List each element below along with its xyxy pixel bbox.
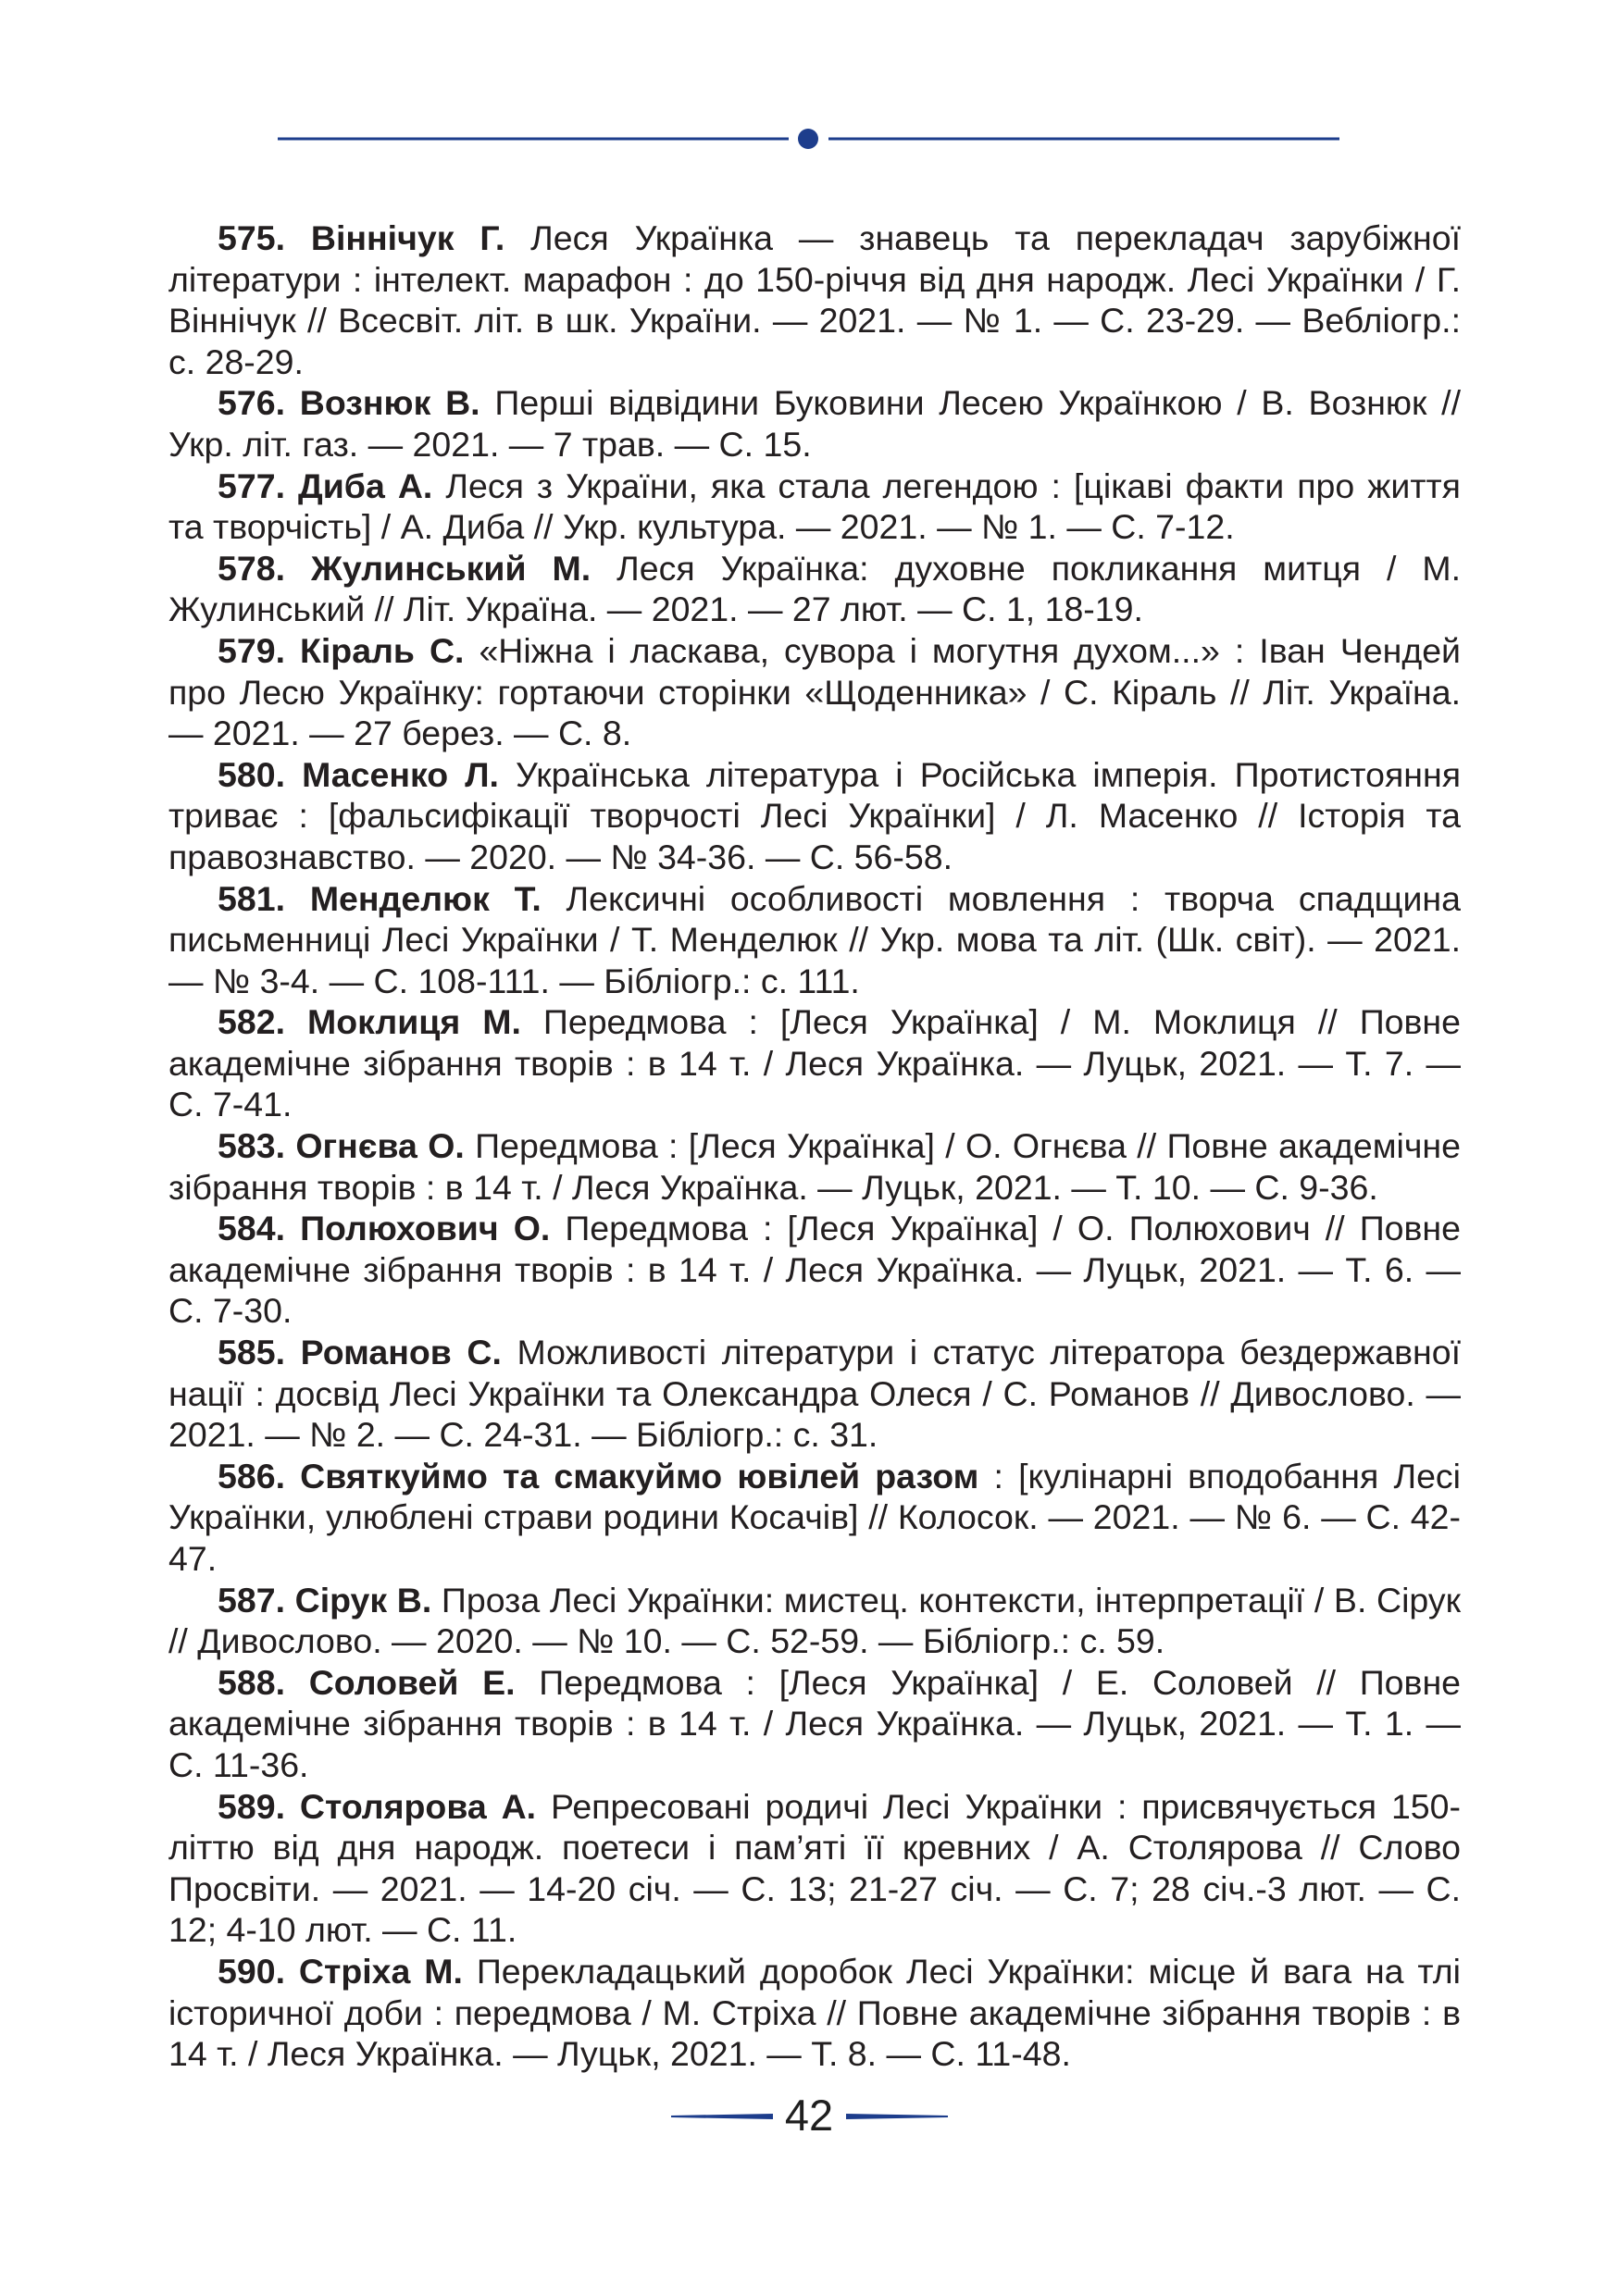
entry-author: Романов С. — [300, 1333, 502, 1372]
entry-number: 587. — [218, 1580, 285, 1620]
entry-author: Столярова А. — [299, 1786, 537, 1826]
entry-number: 579. — [218, 630, 285, 670]
entry-number: 588. — [218, 1662, 285, 1702]
bibliography-entry — [168, 878, 1461, 1002]
bibliography-entry — [168, 1332, 1461, 1456]
entry-number: 577. — [218, 465, 285, 505]
entry-number: 580. — [218, 754, 285, 794]
entry-text: Перекладацький доробок Лесі Українки: місце й вага на тлі історичної доби : передмова / М. Стріха // Повне академічне зібрання творів : в 14 т. / Леся Українка. — Луцьк, 2021. — Т. 8. — С. 11-48. — [168, 1951, 1462, 2074]
entry-author: Святкуймо та смакуймо ювілей разом — [300, 1456, 979, 1496]
entry-author: Віннічук Г. — [310, 218, 505, 257]
entry-author: Стріха М. — [298, 1951, 463, 1991]
entry-author: Менделюк Т. — [309, 878, 542, 918]
bibliography-entry — [168, 1001, 1461, 1125]
entry-author: Моклиця М. — [307, 1002, 521, 1042]
bibliography-entry — [168, 548, 1461, 630]
entry-text: : [кулінарні вподобання Лесі Українки, улюблені страви родини Косачів] // Колосок. — 2021. — № 6. — С. 42-47. — [168, 1456, 1462, 1578]
entry-text: Леся Українка — знавець та перекладач зарубіжної літератури : інтелект. марафон : до 150-річчя від дня народж. Лесі Українки / Г. Віннічук // Всесвіт. літ. в шк. України. — 2021. — № 1. — С. 23-29. — Вебліогр.: с. 28-29. — [168, 218, 1461, 381]
bibliography-entry — [168, 754, 1461, 878]
entry-text: Леся з України, яка стала легендою : [цікаві факти про життя та творчість] / А. Диба // Укр. культура. — 2021. — № 1. — С. 7-12. — [168, 465, 1461, 547]
entry-text: Передмова : [Леся Українка] / О. Огнєва // Повне академічне зібрання творів : в 14 т. / Леся Українка. — Луцьк, 2021. — Т. 10. — С. 9-36. — [168, 1126, 1461, 1207]
entry-text: Проза Лесі Українки: мистец. контексти, інтерпретації / В. Сірук // Дивослово. — 2020. — № 10. — С. 52-59. — Бібліогр.: с. 59. — [168, 1580, 1461, 1661]
entry-author: Диба А. — [298, 465, 433, 505]
entry-number: 590. — [218, 1951, 285, 1991]
bibliography-entry — [168, 1662, 1461, 1786]
entry-number: 576. — [218, 383, 285, 423]
entry-number: 585. — [218, 1333, 285, 1372]
entry-number: 578. — [218, 548, 285, 588]
page-number: 42 — [784, 2091, 834, 2140]
entry-text: «Ніжна і ласкава, сувора і могутня духом...» : Іван Чендей про Лесю Українку: гортаючи сторінки «Щоденника» / С. Кіраль // Літ. Україна. — 2021. — 27 берез. — С. 8. — [168, 630, 1462, 753]
bibliography-list — [168, 217, 1461, 2075]
entry-number: 586. — [218, 1456, 285, 1496]
entry-text: Українська література і Російська імперія. Протистояння триває : [фальсифікації творчості Лесі Українки] / Л. Масенко // Історія та правознавство. — 2020. — № 34-36. — С. 56-58. — [168, 754, 1462, 876]
entry-number: 575. — [218, 218, 285, 257]
entry-author: Вознюк В. — [299, 383, 480, 423]
entry-number: 583. — [218, 1126, 285, 1166]
bibliography-entry — [168, 217, 1461, 382]
bibliography-entry — [168, 1580, 1461, 1662]
bibliography-entry — [168, 1951, 1461, 2075]
header-dot — [798, 129, 818, 149]
entry-author: Полюхович О. — [300, 1209, 551, 1248]
entry-text: Репресовані родичі Лесі Українки : присвячується 150-літтю від дня народж. поетеси і пам’яті її кревних / А. Столярова // Слово Просвіти. — 2021. — 14-20 січ. — С. 13; 21-27 січ. — С. 7; 28 січ.-3 лют. — С. 12; 4-10 лют. — С. 11. — [168, 1786, 1461, 1950]
footer-rule-right — [846, 2114, 948, 2119]
entry-text: Передмова : [Леся Українка] / О. Полюхович // Повне академічне зібрання творів : в 14 т. / Леся Українка. — Луцьк, 2021. — Т. 6. — С. 7-30. — [168, 1209, 1461, 1331]
bibliography-entry — [168, 1456, 1461, 1580]
entry-number: 584. — [218, 1209, 285, 1248]
bibliography-entry — [168, 1125, 1461, 1208]
bibliography-entry — [168, 630, 1461, 754]
header-ornament — [0, 120, 1619, 157]
entry-text: Можливості літератури і статус літератора бездержавної нації : досвід Лесі Українки та Олександра Олеся / С. Романов // Дивослово. — 2021. — № 2. — С. 24-31. — Бібліогр.: с. 31. — [168, 1333, 1462, 1455]
entry-author: Сірук В. — [294, 1580, 432, 1620]
entry-author: Кіраль С. — [300, 630, 465, 670]
entry-text: Лексичні особливості мовлення : творча спадщина письменниці Лесі Українки / Т. Менделюк // Укр. мова та літ. (Шк. світ). — 2021. — № 3-4. — С. 108-111. — Бібліогр.: с. 111. — [168, 878, 1461, 1000]
entry-text: Леся Українка: духовне покликання митця / М. Жулинський // Літ. Україна. — 2021. — 27 лют. — С. 1, 18-19. — [168, 548, 1461, 629]
entry-text: Передмова : [Леся Українка] / М. Моклиця // Повне академічне зібрання творів : в 14 т. / Леся Українка. — Луцьк, 2021. — Т. 7. — С. 7-41. — [168, 1002, 1461, 1124]
entry-author: Соловей Е. — [308, 1662, 516, 1702]
entry-author: Огнєва О. — [295, 1126, 465, 1166]
entry-number: 581. — [218, 878, 285, 918]
entry-number: 589. — [218, 1786, 285, 1826]
bibliography-entry — [168, 382, 1461, 465]
bibliography-entry — [168, 1786, 1461, 1951]
bibliography-entry — [168, 1208, 1461, 1332]
entry-author: Масенко Л. — [302, 754, 499, 794]
entry-text: Перші відвідини Буковини Лесею Українкою / В. Вознюк // Укр. літ. газ. — 2021. — 7 трав. — С. 15. — [168, 383, 1462, 464]
entry-author: Жулинський М. — [310, 548, 592, 588]
entry-text: Передмова : [Леся Українка] / Е. Соловей // Повне академічне зібрання творів : в 14 т. / Леся Українка. — Луцьк, 2021. — Т. 1. — С. 11-36. — [168, 1662, 1462, 1784]
bibliography-entry — [168, 465, 1461, 548]
entry-number: 582. — [218, 1002, 285, 1042]
footer-rule-left — [671, 2114, 773, 2119]
